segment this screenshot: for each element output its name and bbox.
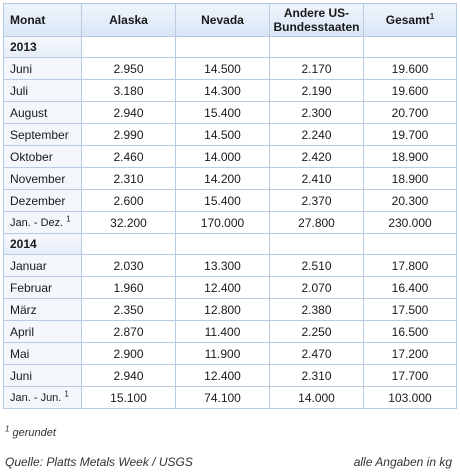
other-cell: 2.170 xyxy=(270,58,364,80)
alaska-cell: 2.950 xyxy=(82,58,176,80)
table-row xyxy=(4,58,457,80)
nevada-cell: 14.300 xyxy=(176,80,270,102)
period-total-row xyxy=(4,212,457,234)
footnote-text: gerundet xyxy=(12,427,56,439)
table-row xyxy=(4,299,457,321)
nevada-cell: 12.800 xyxy=(176,299,270,321)
other-cell: 2.240 xyxy=(270,124,364,146)
year-row-empty-cell xyxy=(176,234,270,255)
month-cell: Juni xyxy=(4,365,82,387)
footnote xyxy=(5,424,56,439)
alaska-cell: 1.960 xyxy=(82,277,176,299)
total-cell: 19.600 xyxy=(364,80,457,102)
month-cell: Juni xyxy=(4,58,82,80)
table-row xyxy=(4,168,457,190)
total-cell: 17.700 xyxy=(364,365,457,387)
nevada-cell: 15.400 xyxy=(176,102,270,124)
total-cell: 17.200 xyxy=(364,343,457,365)
header-other-states xyxy=(270,4,364,37)
period-footnote-mark: 1 xyxy=(64,388,69,398)
month-cell: Mai xyxy=(4,343,82,365)
table-row xyxy=(4,80,457,102)
month-cell: Dezember xyxy=(4,190,82,212)
other-cell: 2.380 xyxy=(270,299,364,321)
nevada-cell: 12.400 xyxy=(176,277,270,299)
period-label: Jan. - Dez. xyxy=(10,216,64,229)
nevada-cell: 14.200 xyxy=(176,168,270,190)
alaska-cell: 2.990 xyxy=(82,124,176,146)
alaska-cell: 2.870 xyxy=(82,321,176,343)
nevada-cell: 14.000 xyxy=(176,146,270,168)
period-label-cell xyxy=(4,387,82,409)
period-total-row xyxy=(4,387,457,409)
month-cell: März xyxy=(4,299,82,321)
period-label-cell xyxy=(4,212,82,234)
total-cell: 17.500 xyxy=(364,299,457,321)
period-alaska-cell: 32.200 xyxy=(82,212,176,234)
period-total-cell: 230.000 xyxy=(364,212,457,234)
total-cell: 20.300 xyxy=(364,190,457,212)
total-cell: 19.700 xyxy=(364,124,457,146)
other-cell: 2.070 xyxy=(270,277,364,299)
header-total xyxy=(364,4,457,37)
year-row-empty-cell xyxy=(176,37,270,58)
nevada-cell: 11.400 xyxy=(176,321,270,343)
year-row-empty-cell xyxy=(82,234,176,255)
nevada-cell: 11.900 xyxy=(176,343,270,365)
nevada-cell: 13.300 xyxy=(176,255,270,277)
year-row-empty-cell xyxy=(364,234,457,255)
header-other-line2: Bundesstaaten xyxy=(273,20,360,34)
units-note: alle Angaben in kg xyxy=(353,455,452,469)
period-alaska-cell: 15.100 xyxy=(82,387,176,409)
month-cell: August xyxy=(4,102,82,124)
table-row xyxy=(4,190,457,212)
year-row-empty-cell xyxy=(364,37,457,58)
table-body xyxy=(4,37,457,409)
total-cell: 17.800 xyxy=(364,255,457,277)
header-total-label: Gesamt xyxy=(385,13,430,27)
month-cell: Oktober xyxy=(4,146,82,168)
period-total-cell: 103.000 xyxy=(364,387,457,409)
year-row xyxy=(4,234,457,255)
period-other-cell: 27.800 xyxy=(270,212,364,234)
month-cell: April xyxy=(4,321,82,343)
alaska-cell: 2.460 xyxy=(82,146,176,168)
month-cell: November xyxy=(4,168,82,190)
nevada-cell: 12.400 xyxy=(176,365,270,387)
alaska-cell: 2.940 xyxy=(82,102,176,124)
table-row xyxy=(4,146,457,168)
table-row xyxy=(4,124,457,146)
nevada-cell: 14.500 xyxy=(176,124,270,146)
other-cell: 2.470 xyxy=(270,343,364,365)
month-cell: September xyxy=(4,124,82,146)
alaska-cell: 3.180 xyxy=(82,80,176,102)
other-cell: 2.410 xyxy=(270,168,364,190)
other-cell: 2.370 xyxy=(270,190,364,212)
table-row xyxy=(4,102,457,124)
header-other-line1: Andere US- xyxy=(283,6,350,20)
period-nevada-cell: 170.000 xyxy=(176,212,270,234)
alaska-cell: 2.900 xyxy=(82,343,176,365)
other-cell: 2.420 xyxy=(270,146,364,168)
alaska-cell: 2.030 xyxy=(82,255,176,277)
other-cell: 2.510 xyxy=(270,255,364,277)
other-cell: 2.250 xyxy=(270,321,364,343)
other-cell: 2.300 xyxy=(270,102,364,124)
total-cell: 20.700 xyxy=(364,102,457,124)
table-row xyxy=(4,255,457,277)
period-nevada-cell: 74.100 xyxy=(176,387,270,409)
total-cell: 18.900 xyxy=(364,146,457,168)
other-cell: 2.190 xyxy=(270,80,364,102)
nevada-cell: 15.400 xyxy=(176,190,270,212)
month-cell: Februar xyxy=(4,277,82,299)
year-label: 2014 xyxy=(4,234,82,255)
month-cell: Januar xyxy=(4,255,82,277)
year-label: 2013 xyxy=(4,37,82,58)
footnote-mark: 1 xyxy=(5,424,10,434)
total-cell: 18.900 xyxy=(364,168,457,190)
header-nevada: Nevada xyxy=(176,4,270,37)
silver-production-table-wrapper xyxy=(3,3,456,409)
period-footnote-mark: 1 xyxy=(66,213,71,223)
year-row xyxy=(4,37,457,58)
table-row xyxy=(4,365,457,387)
total-cell: 16.400 xyxy=(364,277,457,299)
other-cell: 2.310 xyxy=(270,365,364,387)
silver-production-table xyxy=(3,3,457,409)
total-cell: 19.600 xyxy=(364,58,457,80)
table-row xyxy=(4,277,457,299)
header-total-footnote-mark: 1 xyxy=(429,12,435,21)
source-note: Quelle: Platts Metals Week / USGS xyxy=(5,455,193,469)
year-row-empty-cell xyxy=(82,37,176,58)
alaska-cell: 2.310 xyxy=(82,168,176,190)
period-label: Jan. - Jun. xyxy=(10,391,62,404)
year-row-empty-cell xyxy=(270,234,364,255)
table-row xyxy=(4,321,457,343)
header-row xyxy=(4,4,457,37)
alaska-cell: 2.600 xyxy=(82,190,176,212)
alaska-cell: 2.350 xyxy=(82,299,176,321)
year-row-empty-cell xyxy=(270,37,364,58)
header-month: Monat xyxy=(4,4,82,37)
alaska-cell: 2.940 xyxy=(82,365,176,387)
header-alaska: Alaska xyxy=(82,4,176,37)
nevada-cell: 14.500 xyxy=(176,58,270,80)
table-row xyxy=(4,343,457,365)
period-other-cell: 14.000 xyxy=(270,387,364,409)
total-cell: 16.500 xyxy=(364,321,457,343)
month-cell: Juli xyxy=(4,80,82,102)
